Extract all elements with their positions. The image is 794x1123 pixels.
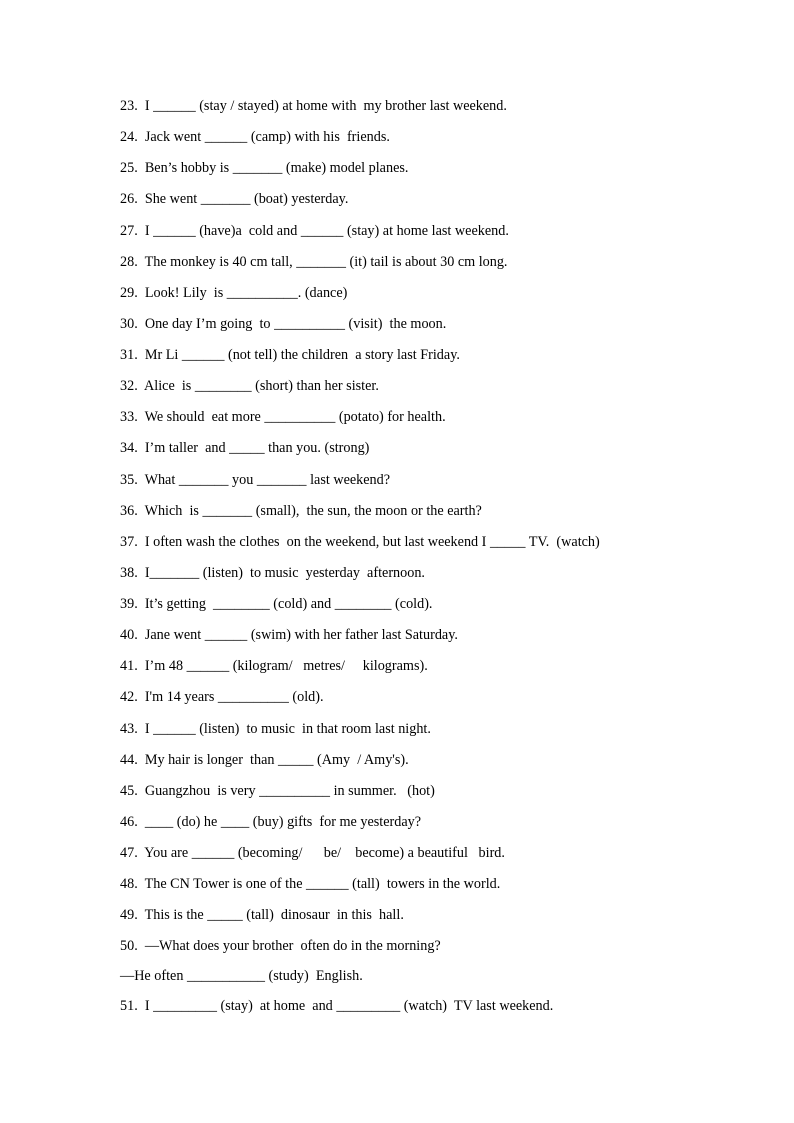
exercise-39: 39. It’s getting ________ (cold) and ________ (cold). [120, 596, 433, 612]
exercise-40: 40. Jane went ______ (swim) with her father last Saturday. [120, 627, 458, 643]
exercise-26: 26. She went _______ (boat) yesterday. [120, 191, 349, 207]
exercise-28: 28. The monkey is 40 cm tall, _______ (it) tail is about 30 cm long. [120, 254, 508, 270]
exercise-48: 48. The CN Tower is one of the ______ (tall) towers in the world. [120, 876, 501, 892]
exercise-29: 29. Look! Lily is __________. (dance) [120, 285, 348, 301]
exercise-34: 34. I’m taller and _____ than you. (strong) [120, 440, 370, 456]
exercise-35: 35. What _______ you _______ last weekend? [120, 472, 391, 488]
exercise-27: 27. I ______ (have)a cold and ______ (stay) at home last weekend. [120, 223, 509, 239]
exercise-31: 31. Mr Li ______ (not tell) the children a story last Friday. [120, 347, 460, 363]
exercise-49: 49. This is the _____ (tall) dinosaur in this hall. [120, 907, 404, 923]
exercise-23: 23. I ______ (stay / stayed) at home with my brother last weekend. [120, 98, 507, 114]
exercise-37: 37. I often wash the clothes on the weekend, but last weekend I _____ TV. (watch) [120, 534, 600, 550]
exercise-41: 41. I’m 48 ______ (kilogram/ metres/ kilograms). [120, 658, 428, 674]
exercise-30: 30. One day I’m going to __________ (visit) the moon. [120, 316, 447, 332]
exercise-33: 33. We should eat more __________ (potato) for health. [120, 409, 446, 425]
exercise-24: 24. Jack went ______ (camp) with his friends. [120, 129, 390, 145]
exercise-36: 36. Which is _______ (small), the sun, the moon or the earth? [120, 503, 482, 519]
exercise-46: 46. ____ (do) he ____ (buy) gifts for me yesterday? [120, 814, 422, 830]
exercise-45: 45. Guangzhou is very __________ in summer. (hot) [120, 783, 435, 799]
exercise-43: 43. I ______ (listen) to music in that room last night. [120, 721, 431, 737]
exercise-47: 47. You are ______ (becoming/ be/ become) a beautiful bird. [120, 845, 505, 861]
exercise-32: 32. Alice is ________ (short) than her sister. [120, 378, 379, 394]
exercise-50: 50. —What does your brother often do in the morning? [120, 938, 441, 954]
exercise-42: 42. I'm 14 years __________ (old). [120, 689, 324, 705]
exercise-38: 38. I_______ (listen) to music yesterday afternoon. [120, 565, 425, 581]
exercise-44: 44. My hair is longer than _____ (Amy / Amy's). [120, 752, 409, 768]
exercise-25: 25. Ben’s hobby is _______ (make) model planes. [120, 160, 409, 176]
exercise-50-answer: —He often ___________ (study) English. [120, 968, 363, 984]
exercise-51: 51. I _________ (stay) at home and _________ (watch) TV last weekend. [120, 998, 554, 1014]
